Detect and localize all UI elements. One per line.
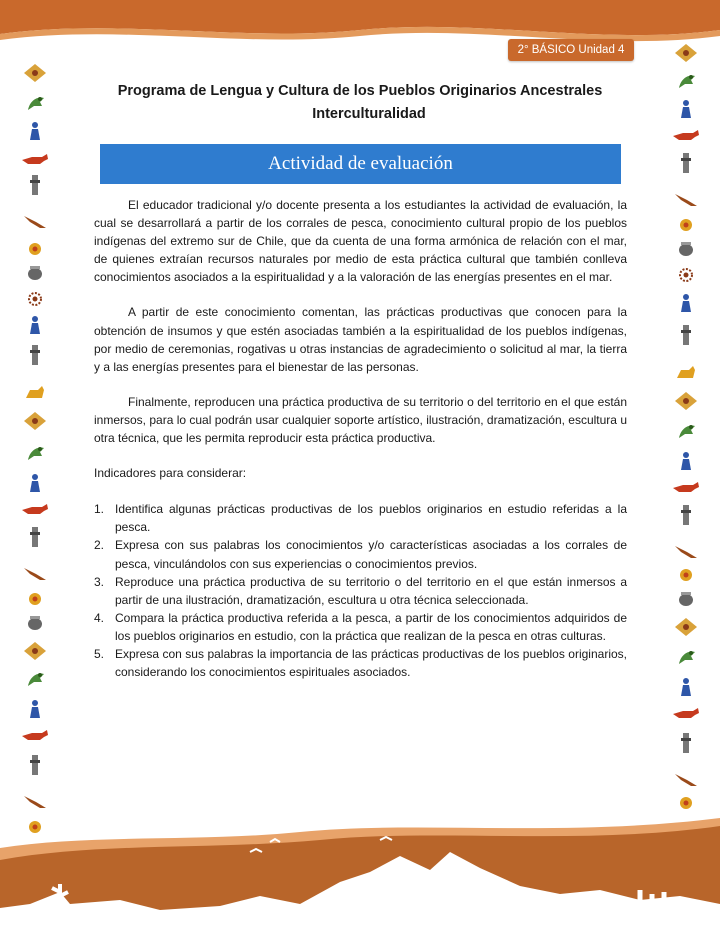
list-item-text: Identifica algunas prácticas productivas de los pueblos originarios en estudio referidas a la pesca. <box>115 502 627 535</box>
figure-icon <box>20 314 50 336</box>
eagle-icon <box>20 562 50 584</box>
list-item <box>94 645 627 681</box>
totem-icon <box>20 754 50 776</box>
fox-icon <box>671 362 701 384</box>
eagle-icon <box>671 768 701 790</box>
paragraph-comment: A partir de este conocimiento comentan, las prácticas productivas que conocen para la obtención de insumos y que estén asociadas también a la espiritualidad de los pueblos indígenas, por medio de ceremonias, rogativas u otras instancias de agradecimiento o solicitud al mar, la tierra y a las energías presentes para el bienestar de las personas. <box>94 305 627 374</box>
eagle-icon <box>671 540 701 562</box>
grade-unit-badge: 2° BÁSICO Unidad 4 <box>508 39 634 61</box>
list-item-number: 4. <box>94 610 105 625</box>
figure-icon <box>20 472 50 494</box>
diamond-icon <box>20 640 50 662</box>
pot-icon <box>20 612 50 634</box>
fox-icon <box>671 702 701 724</box>
list-item-text: Reproduce una práctica productiva de su territorio o del territorio en el que están inmersos a partir de una ilustración, dramatización, escultura u otra técnica seleccionada. <box>115 574 627 607</box>
bird-icon <box>20 668 50 690</box>
fox-icon <box>20 498 50 520</box>
list-item <box>94 536 627 572</box>
list-item-number: 2. <box>94 538 105 553</box>
bird-icon <box>671 70 701 92</box>
bird-icon <box>20 92 50 114</box>
diamond-icon <box>671 390 701 412</box>
list-item <box>94 573 627 609</box>
fox-icon <box>20 148 50 170</box>
list-item <box>94 609 627 645</box>
diamond-icon <box>20 62 50 84</box>
pot-icon <box>671 238 701 260</box>
list-item-text: Compara la práctica productiva referida a la pesca, a partir de los conocimientos adquiridos de los pueblos originarios en estudio, con la práctica que realizan de la pesca en otras culturas. <box>115 610 627 643</box>
sun-icon <box>671 214 701 236</box>
fox-icon <box>671 124 701 146</box>
pot-icon <box>20 262 50 284</box>
list-item-number: 5. <box>94 646 105 661</box>
paragraph-final: Finalmente, reproducen una práctica productiva de su territorio o del territorio en el que están inmersos, para lo cual podrán usar cualquier soporte artístico, ilustración, dramatización, escultura u otra técnica, que les permita reproducir esta práctica productiva. <box>94 394 627 446</box>
fox-icon <box>20 382 50 404</box>
list-item-text: Expresa con sus palabras la importancia de las prácticas productivas de los pueblos originarios, considerando los conocimientos espirituales asociados. <box>115 646 627 680</box>
sun-icon <box>671 792 701 814</box>
section-banner: Actividad de evaluación <box>100 144 621 184</box>
right-decor-column <box>671 62 701 842</box>
star-icon <box>671 264 701 286</box>
figure-icon <box>20 698 50 720</box>
totem-icon <box>671 324 701 346</box>
diamond-icon <box>671 42 701 64</box>
totem-icon <box>20 174 50 196</box>
indicators-list <box>94 500 627 681</box>
figure-icon <box>671 450 701 472</box>
bird-icon <box>20 442 50 464</box>
figure-icon <box>20 120 50 142</box>
eagle-icon <box>20 210 50 232</box>
program-title: Programa de Lengua y Cultura de los Pueblos Originarios Ancestrales <box>117 83 603 99</box>
page-title <box>94 80 626 126</box>
totem-icon <box>671 152 701 174</box>
list-item-text: Expresa con sus palabras los conocimientos y/o características asociadas a los corrales de pesca, vinculándolos con sus experiencias o conocimientos previos. <box>115 538 627 571</box>
list-item <box>94 500 627 536</box>
figure-icon <box>671 292 701 314</box>
figure-icon <box>671 98 701 120</box>
pot-icon <box>671 588 701 610</box>
list-item-number: 3. <box>94 574 105 589</box>
totem-icon <box>20 344 50 366</box>
totem-icon <box>671 504 701 526</box>
figure-icon <box>671 676 701 698</box>
fox-icon <box>671 476 701 498</box>
indicators-heading: Indicadores para considerar: <box>94 466 247 481</box>
footer-landscape <box>0 812 720 932</box>
totem-icon <box>671 732 701 754</box>
bird-icon <box>671 646 701 668</box>
sun-icon <box>20 588 50 610</box>
sun-icon <box>671 564 701 586</box>
fox-icon <box>20 724 50 746</box>
program-subtitle: Interculturalidad <box>312 106 426 122</box>
totem-icon <box>20 526 50 548</box>
left-decor-column <box>20 62 50 842</box>
paragraph-intro: El educador tradicional y/o docente presenta a los estudiantes la actividad de evaluación, la cual se desarrollará a partir de los corrales de pesca, conocimiento cultural propio de los pueblos indígenas del extremo sur de Chile, que da cuenta de una forma armónica de relación con el mar, de quienes extraían recursos naturales por medio de esta práctica cultural que también conlleva conocimientos asociados a la espiritualidad y a la valoración de las energías presentes en el mar. <box>94 198 627 285</box>
activity-content <box>94 196 627 681</box>
eagle-icon <box>20 790 50 812</box>
list-item-number: 1. <box>94 502 105 517</box>
star-icon <box>20 288 50 310</box>
diamond-icon <box>20 410 50 432</box>
diamond-icon <box>671 616 701 638</box>
sun-icon <box>20 238 50 260</box>
eagle-icon <box>671 188 701 210</box>
bird-icon <box>671 420 701 442</box>
